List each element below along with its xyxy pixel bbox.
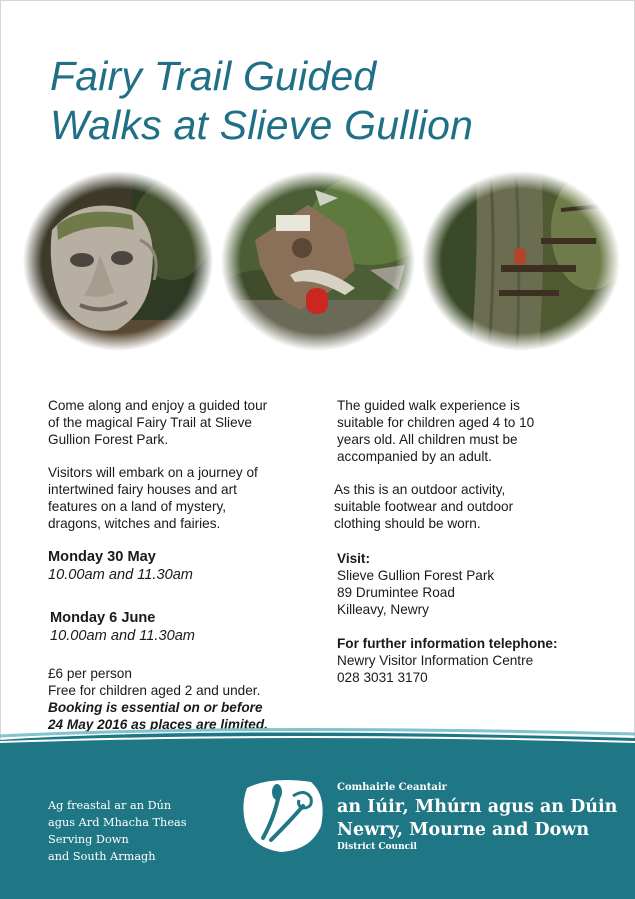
council-type: District Council (337, 842, 417, 852)
council-logo-icon (241, 776, 329, 854)
council-name-block (337, 781, 617, 853)
suitability-paragraph (337, 397, 534, 465)
footer-line: Serving Down (48, 833, 129, 846)
council-irish-name: an Iúir, Mhúrn agus an Dúin (337, 797, 618, 817)
intro-paragraph (48, 397, 267, 448)
fairy-house-photo (220, 170, 416, 352)
footer-line: Ag freastal ar an Dún (48, 799, 172, 812)
intro-line: Come along and enjoy a guided tour (48, 398, 268, 413)
poster-title (50, 52, 473, 150)
outdoor-line: clothing should be worn. (334, 516, 481, 531)
footer-wave-decoration (0, 722, 635, 762)
booking-line: 24 May 2016 as places are limited. (48, 717, 268, 732)
date-block-2 (50, 610, 195, 645)
visitors-paragraph (48, 464, 258, 532)
intro-line: Gullion Forest Park. (48, 432, 169, 447)
council-english-name: Newry, Mourne and Down (337, 820, 590, 840)
title-line-1: Fairy Trail Guided (50, 53, 377, 99)
info-block (337, 635, 558, 686)
suitability-line: years old. All children must be (337, 432, 518, 447)
visitors-line: Visitors will embark on a journey of (48, 465, 258, 480)
booking-line: Booking is essential on or before (48, 700, 263, 715)
council-small-heading: Comhairle Ceantair (337, 782, 447, 793)
info-line: Newry Visitor Information Centre (337, 653, 534, 668)
title-line-2: Walks at Slieve Gullion (50, 102, 474, 148)
fairy-door-tree-photo (421, 170, 621, 352)
visit-block (337, 550, 494, 618)
date-block-1 (48, 549, 193, 584)
footer-line: and South Armagh (48, 850, 156, 863)
suitability-line: suitable for children aged 4 to 10 (337, 415, 535, 430)
time-2: 10.00am and 11.30am (50, 628, 195, 644)
price-text: £6 per person (48, 666, 132, 681)
visit-label: Visit: (337, 551, 370, 566)
footer-line: agus Ard Mhacha Theas (48, 816, 187, 829)
visit-line: Slieve Gullion Forest Park (337, 568, 495, 583)
free-text: Free for children aged 2 and under. (48, 683, 261, 698)
visitors-line: intertwined fairy houses and art (48, 482, 237, 497)
intro-line: of the magical Fairy Trail at Slieve (48, 415, 252, 430)
visitors-line: dragons, witches and fairies. (48, 516, 221, 531)
suitability-line: accompanied by an adult. (337, 449, 492, 464)
troll-sculpture-photo (22, 170, 214, 352)
outdoor-paragraph (334, 481, 513, 532)
outdoor-line: As this is an outdoor activity, (334, 482, 506, 497)
date-2: Monday 6 June (50, 610, 156, 626)
info-line: 028 3031 3170 (337, 670, 428, 685)
footer-irish-text (48, 797, 187, 865)
visitors-line: features on a land of mystery, (48, 499, 227, 514)
outdoor-line: suitable footwear and outdoor (334, 499, 514, 514)
visit-line: Killeavy, Newry (337, 602, 429, 617)
info-label: For further information telephone: (337, 636, 558, 651)
visit-line: 89 Drumintee Road (337, 585, 455, 600)
date-1: Monday 30 May (48, 549, 156, 565)
suitability-line: The guided walk experience is (337, 398, 520, 413)
time-1: 10.00am and 11.30am (48, 567, 193, 583)
